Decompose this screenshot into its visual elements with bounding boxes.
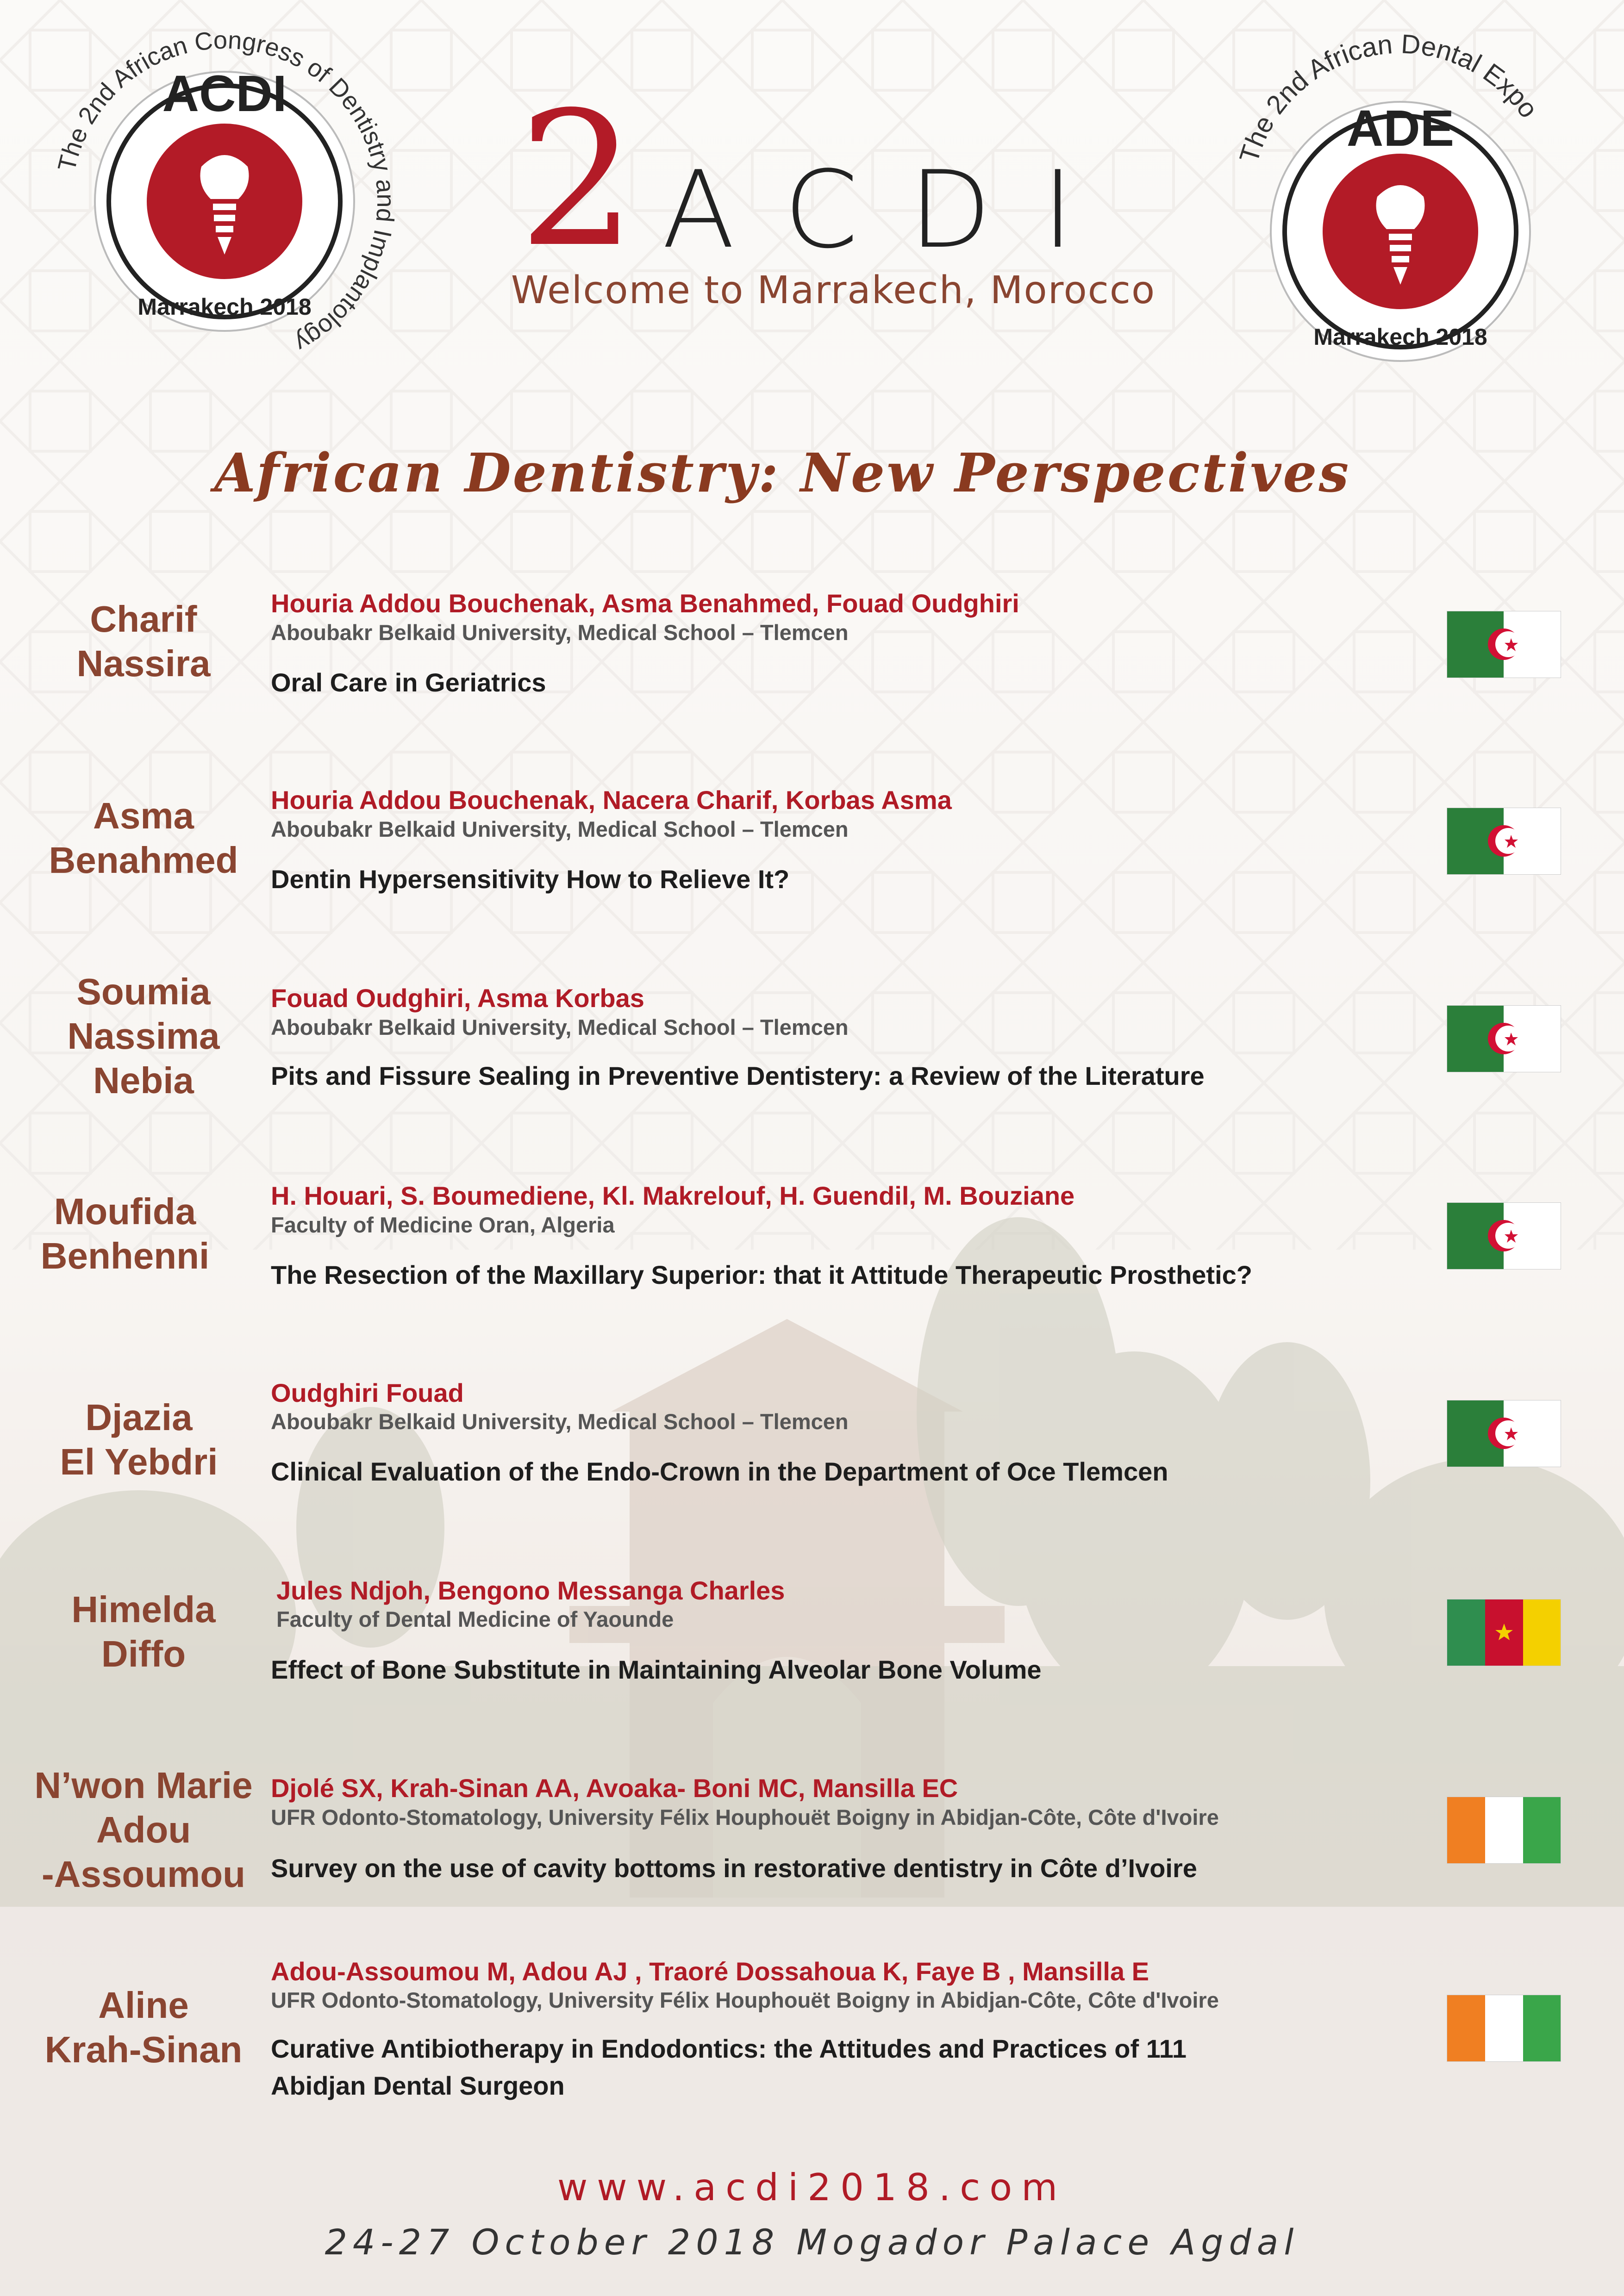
affiliation: UFR Odonto-Stomatology, University Félix Houphouët Boigny in Abidjan-Côte, Côte d'Ivoire — [271, 1805, 1219, 1829]
talk-title: The Resection of the Maxillary Superior: that it Attitude Therapeutic Prosthetic? — [271, 1260, 1252, 1289]
authors: Adou-Assoumou M, Adou AJ , Traoré Dossahoua K, Faye B , Mansilla E — [271, 1957, 1149, 1986]
authors: Houria Addou Bouchenak, Asma Benahmed, Fouad Oudghiri — [271, 589, 1019, 618]
authors: Djolé SX, Krah-Sinan AA, Avoaka- Boni MC, Mansilla EC — [271, 1773, 958, 1803]
speaker-name: Asma Benahmed — [49, 795, 238, 881]
algeria-flag-icon — [1447, 1202, 1561, 1269]
speaker-name: Soumia Nassima Nebia — [67, 971, 220, 1101]
algeria-flag-icon — [1447, 611, 1561, 678]
authors: Fouad Oudghiri, Asma Korbas — [271, 983, 644, 1013]
algeria-flag-icon — [1447, 808, 1561, 875]
affiliation: Aboubakr Belkaid University, Medical School – Tlemcen — [271, 1015, 849, 1039]
cote-divoire-flag-icon — [1447, 1995, 1561, 2062]
affiliation: Aboubakr Belkaid University, Medical School – Tlemcen — [271, 817, 849, 841]
authors: Houria Addou Bouchenak, Nacera Charif, Korbas Asma — [271, 785, 952, 815]
website-link[interactable]: www.acdi2018.com — [557, 2166, 1067, 2209]
speaker-name: N’won Marie Adou -Assoumou — [34, 1765, 253, 1895]
talk-title: Survey on the use of cavity bottoms in restorative dentistry in Côte d’Ivoire — [271, 1854, 1197, 1883]
algeria-flag-icon — [1447, 1400, 1561, 1467]
speaker-name: Charif Nassira — [76, 598, 211, 684]
acdi-arc-text: The 2nd African Congress of Dentistry and Implantology — [52, 26, 400, 358]
talk-title: Oral Care in Geriatrics — [271, 668, 546, 697]
talk-title: Effect of Bone Substitute in Maintaining Alveolar Bone Volume — [271, 1655, 1042, 1684]
affiliation: Faculty of Medicine Oran, Algeria — [271, 1213, 615, 1237]
ade-badge-text: ADE — [1346, 100, 1455, 157]
affiliation: Faculty of Dental Medicine of Yaounde — [276, 1607, 674, 1631]
authors: H. Houari, S. Boumediene, Kl. Makrelouf, H. Guendil, M. Bouziane — [271, 1181, 1075, 1210]
ade-expo-logo — [1218, 19, 1583, 384]
acdi-badge-text: ACDI — [162, 65, 287, 122]
authors: Jules Ndjoh, Bengono Messanga Charles — [276, 1576, 785, 1605]
ade-city-text: Marrakech 2018 — [1313, 324, 1487, 350]
acdi-congress-logo — [42, 19, 407, 384]
congress-acronym: ACDI — [662, 149, 1124, 272]
speaker-name: Himelda Diffo — [71, 1589, 216, 1674]
event-dates-venue: 24-27 October 2018 Mogador Palace Agdal — [325, 2221, 1299, 2263]
speaker-name: Djazia El Yebdri — [60, 1397, 218, 1482]
acdi-city-text: Marrakech 2018 — [137, 294, 312, 320]
ade-arc-text: The 2nd African Dental Expo — [1233, 29, 1544, 167]
talk-title: Curative Antibiotherapy in Endodontics: the Attitudes and Practices of 111 Abidjan Dental Surgeon — [271, 2034, 1187, 2100]
cote-divoire-flag-icon — [1447, 1797, 1561, 1864]
affiliation: Aboubakr Belkaid University, Medical School – Tlemcen — [271, 1409, 849, 1434]
speaker-name: Moufida Benhenni — [40, 1191, 210, 1276]
congress-number: 2 — [518, 73, 637, 288]
page-title: African Dentistry: New Perspectives — [214, 442, 1351, 504]
affiliation: Aboubakr Belkaid University, Medical School – Tlemcen — [271, 620, 849, 645]
talk-title: Pits and Fissure Sealing in Preventive Dentistery: a Review of the Literature — [271, 1061, 1205, 1090]
talk-title: Clinical Evaluation of the Endo-Crown in the Department of Oce Tlemcen — [271, 1457, 1168, 1486]
authors: Oudghiri Fouad — [271, 1378, 464, 1407]
affiliation: UFR Odonto-Stomatology, University Félix Houphouët Boigny in Abidjan-Côte, Côte d'Ivoire — [271, 1988, 1219, 2012]
talk-title: Dentin Hypersensitivity How to Relieve It? — [271, 865, 790, 894]
welcome-tagline: Welcome to Marrakech, Morocco — [511, 268, 1156, 312]
speaker-name: Aline Krah-Sinan — [44, 1985, 243, 2070]
cameroon-flag-icon — [1447, 1599, 1561, 1666]
algeria-flag-icon — [1447, 1005, 1561, 1072]
